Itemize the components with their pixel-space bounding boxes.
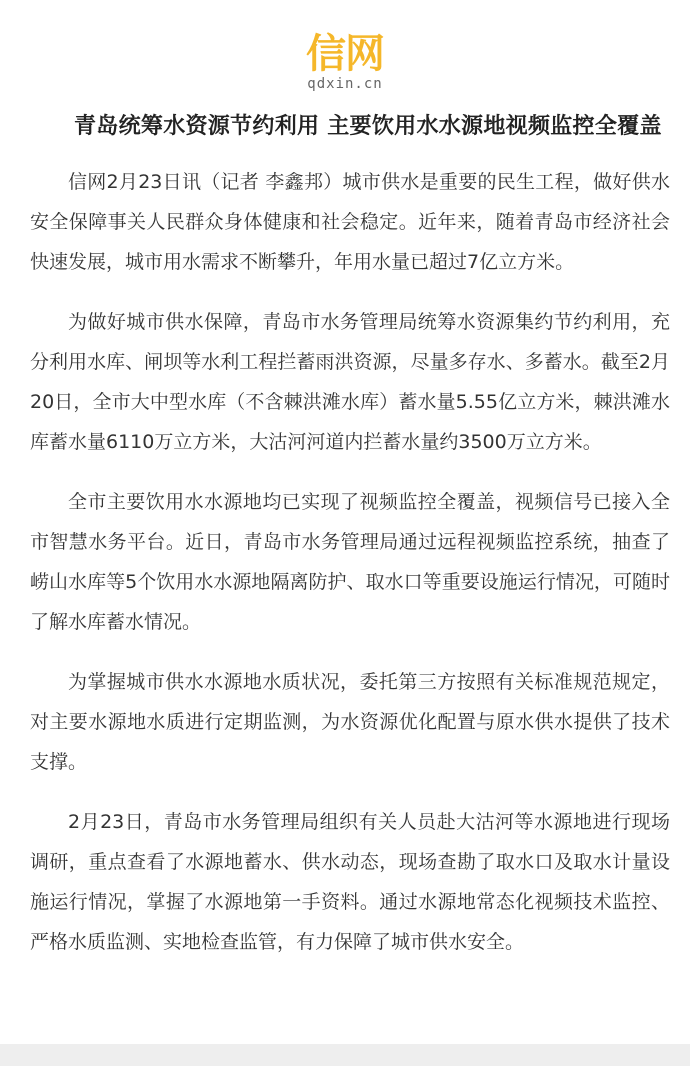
article-body xyxy=(30,104,670,962)
site-logo[interactable] xyxy=(0,31,690,92)
article-paragraph-2: 为做好城市供水保障，青岛市水务管理局统筹水资源集约节约利用，充分利用水库、闸坝等水利工程拦蓄雨洪资源，尽量多存水、多蓄水。截至2月20日，全市大中型水库（不含棘洪滩水库）蓄水量5.55亿立方米，棘洪滩水库蓄水量6110万立方米，大沽河河道内拦蓄水量约3500万立方米。 xyxy=(30,311,670,453)
footer-bar xyxy=(0,1044,690,1066)
logo-domain: qdxin.cn xyxy=(307,76,383,92)
article-paragraph-5: 2月23日，青岛市水务管理局组织有关人员赴大沽河等水源地进行现场调研，重点查看了水源地蓄水、供水动态，现场查勘了取水口及取水计量设施运行情况，掌握了水源地第一手资料。通过水源地常态化视频技术监控、严格水质监测、实地检查监管，有力保障了城市供水安全。 xyxy=(30,811,670,953)
article-paragraph-4: 为掌握城市供水水源地水质状况，委托第三方按照有关标准规范规定，对主要水源地水质进行定期监测，为水资源优化配置与原水供水提供了技术支撑。 xyxy=(30,671,670,773)
logo-mark: 信网 xyxy=(306,31,384,77)
article-title: 青岛统筹水资源节约利用 主要饮用水水源地视频监控全覆盖 xyxy=(74,114,662,139)
article-paragraph-1: 信网2月23日讯（记者 李鑫邦）城市供水是重要的民生工程，做好供水安全保障事关人民群众身体健康和社会稳定。近年来，随着青岛市经济社会快速发展，城市用水需求不断攀升，年用水量已超过7亿立方米。 xyxy=(30,171,670,273)
article-paragraph-3: 全市主要饮用水水源地均已实现了视频监控全覆盖，视频信号已接入全市智慧水务平台。近日，青岛市水务管理局通过远程视频监控系统，抽查了崂山水库等5个饮用水水源地隔离防护、取水口等重要设施运行情况，可随时了解水库蓄水情况。 xyxy=(30,491,670,633)
